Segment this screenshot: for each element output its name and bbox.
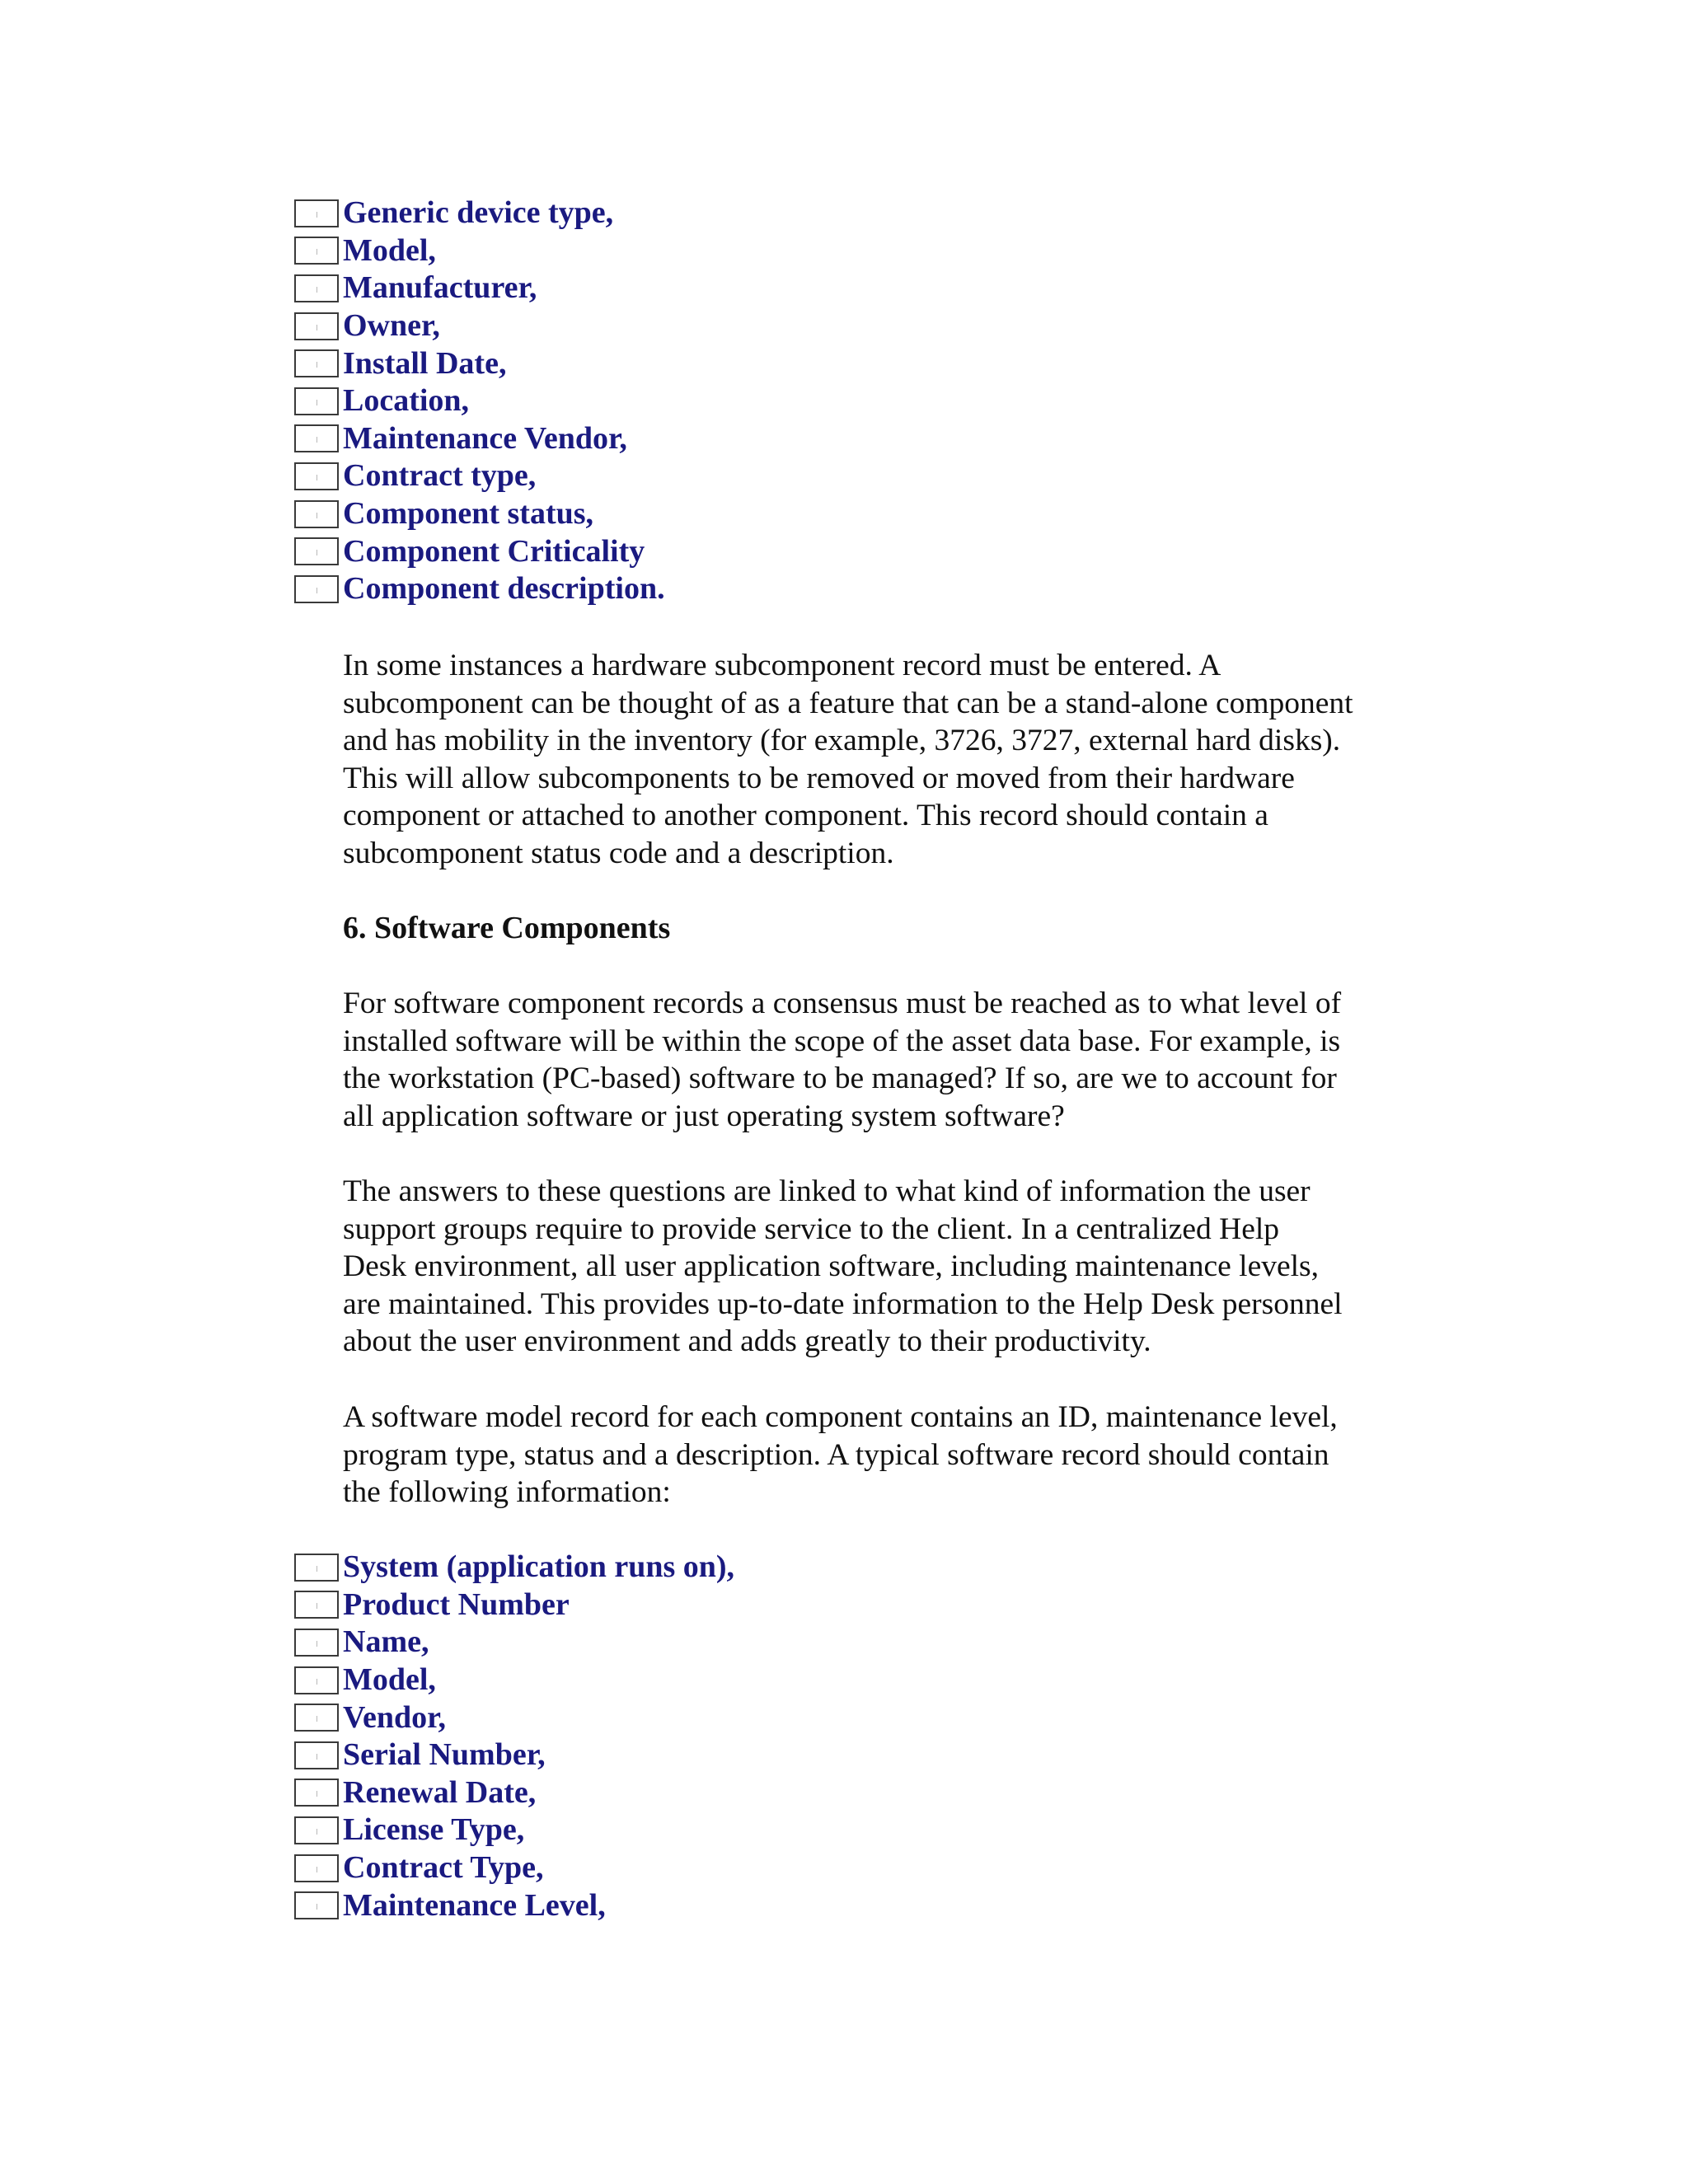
software-scope-paragraph: For software component records a consensus must be reached as to what level of installed software will be within the scope of the asset data base. For example, is the workstation (PC-based) software to be managed? If so, are we to account for all application software or just operating system software? [343,987,1342,1133]
list-item [294,1886,734,1924]
checkbox-icon [294,312,339,340]
list-item-label: System (application runs on), [343,1549,735,1585]
list-item-label: Component Criticality [343,533,645,569]
list-item [294,1586,734,1624]
list-item-label: Renewal Date, [343,1774,537,1810]
checkbox-icon [294,387,339,415]
list-item [294,570,665,608]
subcomponent-paragraph: In some instances a hardware subcomponent record must be entered. A subcomponent can be thought of as a feature that can be a stand-alone component and has mobility in the inventory (for example, 3726, 3727, external hard disks). This will allow subcomponents to be removed or moved from their hardware component or attached to another component. This record should contain a subcomponent status code and a description. [343,649,1353,870]
checkbox-icon [294,1629,339,1657]
section-heading: 6. Software Components [343,911,671,945]
checkbox-icon [294,1854,339,1882]
list-item [294,194,665,232]
checkbox-icon [294,1741,339,1769]
checkbox-icon [294,1591,339,1619]
list-item-label: Component description. [343,571,665,607]
checkbox-icon [294,537,339,565]
list-item [294,1774,734,1812]
list-item-label: Model, [343,1662,436,1698]
answers-paragraph: The answers to these questions are linked to what kind of information the user support groups require to provide service to the client. In a centralized Help Desk environment, all user application software, including maintenance levels, are maintained. This provides up-to-date information to the Help Desk personnel about the user environment and adds greatly to their productivity. [343,1174,1343,1359]
checkbox-icon [294,237,339,265]
list-item [294,269,665,307]
software-field-list [294,1549,734,1924]
list-item [294,1699,734,1736]
list-item [294,532,665,570]
checkbox-icon [294,1704,339,1732]
list-item [294,232,665,270]
checkbox-icon [294,500,339,528]
list-item-label: Location, [343,383,470,419]
list-item-label: Manufacturer, [343,270,537,306]
checkbox-icon [294,1779,339,1807]
list-item [294,420,665,458]
hardware-field-list [294,194,665,608]
checkbox-icon [294,1554,339,1582]
list-item [294,307,665,345]
list-item [294,382,665,420]
checkbox-icon [294,424,339,452]
list-item [294,1624,734,1661]
list-item [294,1549,734,1586]
checkbox-icon [294,1891,339,1919]
list-item-label: Owner, [343,308,440,344]
list-item-label: Serial Number, [343,1737,546,1773]
list-item [294,344,665,382]
checkbox-icon [294,199,339,227]
list-item-label: License Type, [343,1812,525,1848]
list-item-label: Component status, [343,496,594,532]
list-item-label: Vendor, [343,1699,446,1735]
checkbox-icon [294,349,339,377]
list-item-label: Product Number [343,1586,570,1622]
checkbox-icon [294,274,339,302]
list-item [294,1811,734,1849]
list-item-label: Generic device type, [343,195,614,231]
list-item-label: Name, [343,1624,429,1660]
list-item [294,1849,734,1887]
list-item-label: Maintenance Level, [343,1887,606,1923]
list-item-label: Model, [343,232,436,268]
list-item [294,457,665,495]
checkbox-icon [294,1816,339,1844]
list-item [294,1736,734,1774]
list-item-label: Maintenance Vendor, [343,420,627,456]
checkbox-icon [294,575,339,603]
list-item-label: Contract type, [343,458,537,494]
list-item-label: Install Date, [343,345,507,381]
checkbox-icon [294,462,339,490]
list-item-label: Contract Type, [343,1850,544,1886]
list-item [294,495,665,533]
software-model-paragraph: A software model record for each component contains an ID, maintenance level, program type, status and a description. A typical software record should contain the following information: [343,1400,1338,1510]
checkbox-icon [294,1666,339,1694]
list-item [294,1661,734,1699]
